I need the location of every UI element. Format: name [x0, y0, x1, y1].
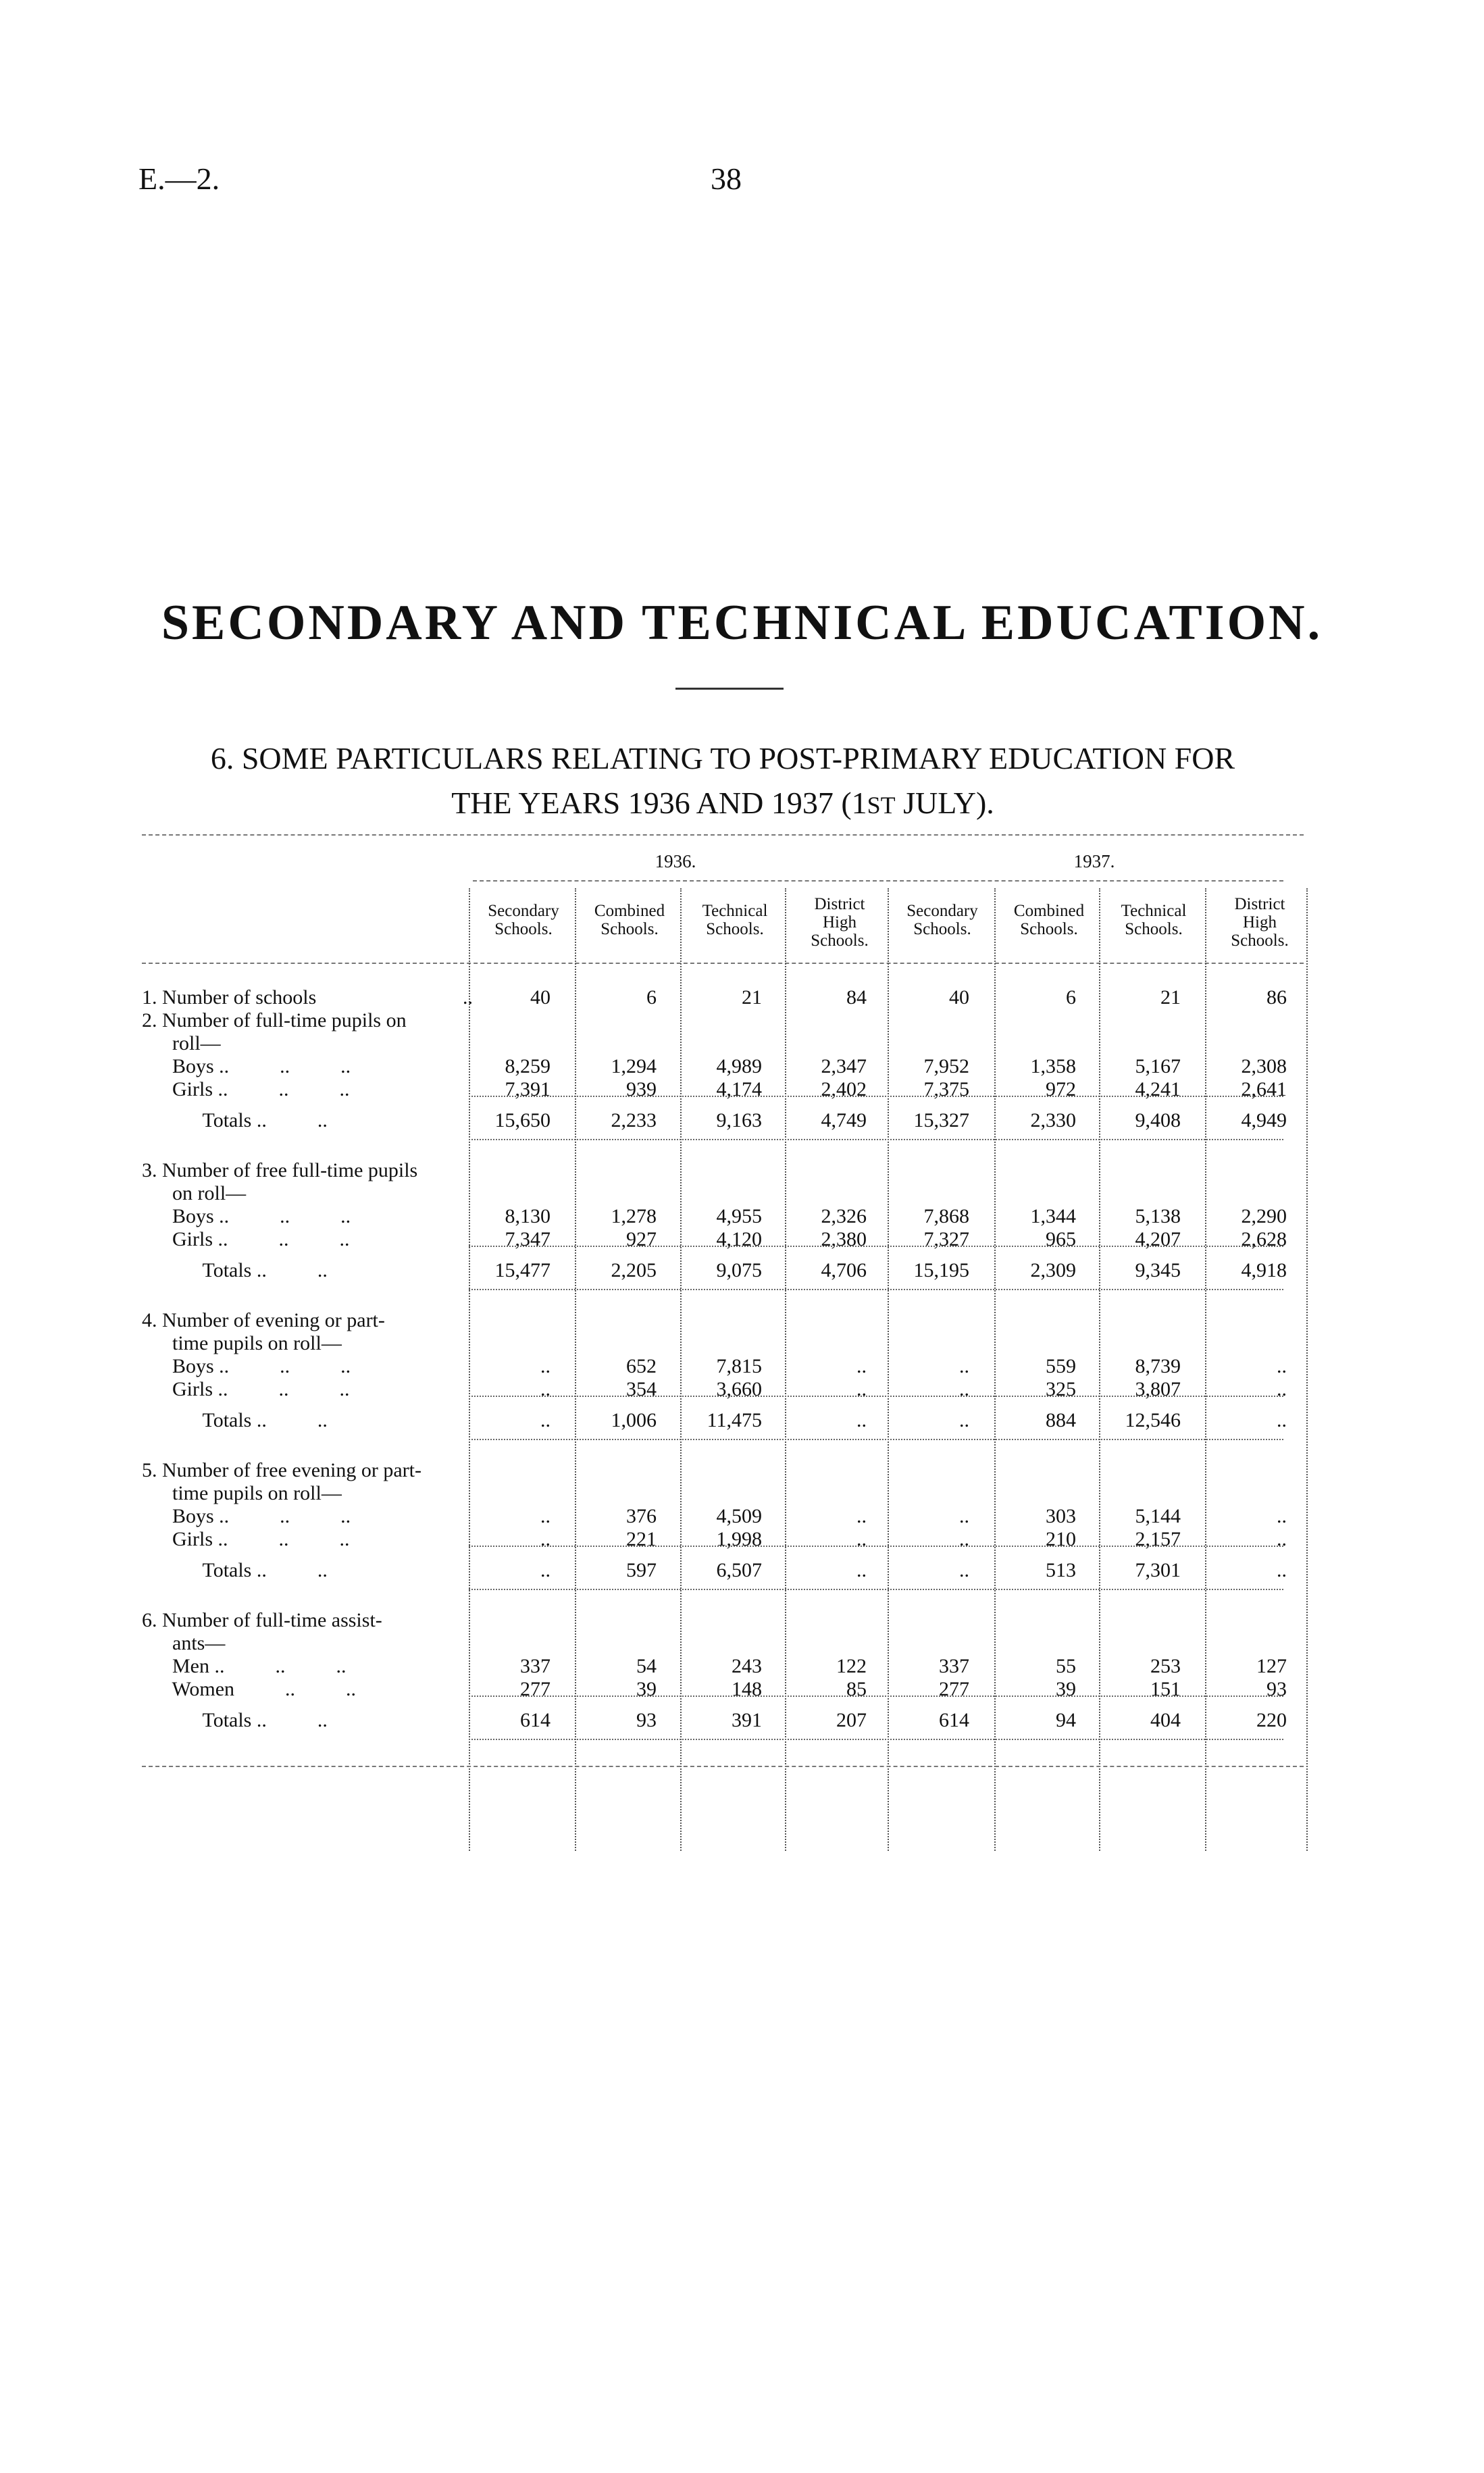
- table-cell: 151: [1150, 1678, 1181, 1700]
- table-cell: 277: [520, 1678, 551, 1700]
- table-cell: 93: [1266, 1678, 1287, 1700]
- row-label: 2. Number of full-time pupils on: [142, 1009, 407, 1031]
- table-cell: 4,241: [1135, 1078, 1181, 1100]
- table-cell: 7,375: [923, 1078, 969, 1100]
- totals-rule: [469, 1546, 1283, 1547]
- table-cell: 376: [626, 1505, 657, 1527]
- table-cell: 8,259: [505, 1055, 551, 1077]
- column-header: Technical Schools.: [702, 902, 768, 938]
- table-cell: 54: [636, 1655, 657, 1677]
- table-cell: ..: [1277, 1528, 1287, 1550]
- table-title: [128, 736, 1317, 827]
- table-row: [142, 1182, 1304, 1205]
- row-label: Boys .. .. ..: [142, 1505, 351, 1527]
- table-cell: 4,174: [716, 1078, 762, 1100]
- totals-bottom-rule: [469, 1289, 1283, 1290]
- row-label: Men .. .. ..: [142, 1655, 347, 1677]
- table-cell: 2,309: [1030, 1259, 1076, 1281]
- table-cell: 7,391: [505, 1078, 551, 1100]
- table-cell: 965: [1046, 1228, 1076, 1250]
- table-cell: ..: [959, 1559, 969, 1581]
- totals-row: [142, 1709, 1304, 1732]
- table-cell: 122: [836, 1655, 867, 1677]
- table-cell: ..: [540, 1378, 551, 1400]
- table-cell: 391: [732, 1709, 762, 1731]
- row-label: Totals .. ..: [142, 1559, 328, 1581]
- totals-row: [142, 1259, 1304, 1282]
- column-header: Secondary Schools.: [906, 902, 978, 938]
- table-row: [142, 1055, 1304, 1078]
- table-cell: 40: [949, 986, 969, 1009]
- table-cell: 2,205: [611, 1259, 657, 1281]
- row-label: Boys .. .. ..: [142, 1205, 351, 1227]
- table-bottom-rule: [142, 1766, 1304, 1767]
- table-row: [142, 1459, 1304, 1482]
- row-label: time pupils on roll—: [142, 1482, 342, 1504]
- table-cell: ..: [1277, 1409, 1287, 1431]
- table-cell: 2,380: [821, 1228, 867, 1250]
- table-cell: 4,918: [1241, 1259, 1287, 1281]
- table-cell: 21: [1160, 986, 1181, 1009]
- table-cell: ..: [959, 1409, 969, 1431]
- table-cell: 2,290: [1241, 1205, 1287, 1227]
- table-cell: 11,475: [707, 1409, 762, 1431]
- table-cell: 4,120: [716, 1228, 762, 1250]
- table-title-line-1: 6. SOME PARTICULARS RELATING TO POST-PRIMARY EDUCATION FOR: [210, 741, 1235, 775]
- table-cell: 614: [939, 1709, 969, 1731]
- column-header: Technical Schools.: [1121, 902, 1187, 938]
- year-sub-rule: [473, 880, 1283, 882]
- row-label: 4. Number of evening or part-: [142, 1309, 385, 1331]
- table-cell: 55: [1056, 1655, 1076, 1677]
- table-row: [142, 1332, 1304, 1355]
- year-label-1936: 1936.: [655, 851, 696, 871]
- table-cell: 243: [732, 1655, 762, 1677]
- table-cell: ..: [540, 1528, 551, 1550]
- table-cell: 4,509: [716, 1505, 762, 1527]
- table-row: [142, 1078, 1304, 1101]
- table-cell: 2,330: [1030, 1109, 1076, 1131]
- table-cell: 15,477: [494, 1259, 551, 1281]
- table-cell: 2,628: [1241, 1228, 1287, 1250]
- table-row: [142, 1205, 1304, 1228]
- table-cell: 2,233: [611, 1109, 657, 1131]
- leader-dots: ..: [463, 986, 473, 1009]
- table-cell: ..: [856, 1528, 867, 1550]
- table-title-line-2b: ST: [867, 792, 896, 819]
- table-cell: 7,301: [1135, 1559, 1181, 1581]
- table-cell: 5,138: [1135, 1205, 1181, 1227]
- table-cell: ..: [540, 1505, 551, 1527]
- totals-rule: [469, 1096, 1283, 1097]
- table-row: [142, 1609, 1304, 1632]
- table-cell: 7,952: [923, 1055, 969, 1077]
- table-cell: 85: [846, 1678, 867, 1700]
- table-cell: 4,207: [1135, 1228, 1181, 1250]
- table-cell: 404: [1150, 1709, 1181, 1731]
- table-cell: 337: [939, 1655, 969, 1677]
- table-cell: 303: [1046, 1505, 1076, 1527]
- table-cell: 207: [836, 1709, 867, 1731]
- table-title-line-2a: THE YEARS 1936 AND 1937 (1: [451, 786, 867, 820]
- table-cell: 5,167: [1135, 1055, 1181, 1077]
- table-cell: 2,326: [821, 1205, 867, 1227]
- table-row: [142, 1228, 1304, 1251]
- totals-rule: [469, 1696, 1283, 1697]
- table-row: [142, 1678, 1304, 1701]
- table-cell: ..: [540, 1355, 551, 1377]
- table-cell: 7,868: [923, 1205, 969, 1227]
- table-cell: 7,815: [716, 1355, 762, 1377]
- column-header: Combined Schools.: [594, 902, 665, 938]
- table-row: [142, 1378, 1304, 1401]
- table-cell: 513: [1046, 1559, 1076, 1581]
- totals-bottom-rule: [469, 1439, 1283, 1440]
- page-title: SECONDARY AND TECHNICAL EDUCATION.: [161, 595, 1323, 651]
- table-cell: 4,749: [821, 1109, 867, 1131]
- row-label: time pupils on roll—: [142, 1332, 342, 1354]
- column-header: Secondary Schools.: [488, 902, 559, 938]
- row-label: Women .. ..: [142, 1678, 357, 1700]
- table-cell: 3,807: [1135, 1378, 1181, 1400]
- table-cell: 597: [626, 1559, 657, 1581]
- table-cell: 84: [846, 986, 867, 1009]
- table-cell: 221: [626, 1528, 657, 1550]
- table-top-rule: [142, 834, 1304, 836]
- table-cell: 4,706: [821, 1259, 867, 1281]
- table-cell: 2,347: [821, 1055, 867, 1077]
- table-row: [142, 986, 1304, 1009]
- table-row: [142, 1355, 1304, 1378]
- table-cell: 148: [732, 1678, 762, 1700]
- column-separator: [1306, 888, 1308, 1851]
- table-cell: 9,345: [1135, 1259, 1181, 1281]
- column-header: District High Schools.: [811, 895, 869, 950]
- table-cell: 5,144: [1135, 1505, 1181, 1527]
- table-cell: 325: [1046, 1378, 1076, 1400]
- table-cell: 93: [636, 1709, 657, 1731]
- title-divider: [675, 688, 784, 690]
- table-row: [142, 1482, 1304, 1505]
- table-cell: 39: [1056, 1678, 1076, 1700]
- table-cell: 7,327: [923, 1228, 969, 1250]
- column-header: District High Schools.: [1231, 895, 1289, 950]
- table-cell: ..: [959, 1378, 969, 1400]
- table-row: [142, 1159, 1304, 1182]
- table-cell: 2,402: [821, 1078, 867, 1100]
- table-cell: 1,294: [611, 1055, 657, 1077]
- year-label-1937: 1937.: [1073, 851, 1115, 871]
- document-reference: E.—2.: [138, 161, 220, 196]
- totals-row: [142, 1409, 1304, 1432]
- table-cell: 21: [742, 986, 762, 1009]
- totals-rule: [469, 1396, 1283, 1397]
- totals-row: [142, 1559, 1304, 1582]
- row-label: 3. Number of free full-time pupils: [142, 1159, 418, 1181]
- table-row: [142, 1505, 1304, 1528]
- table-cell: 39: [636, 1678, 657, 1700]
- table-cell: 277: [939, 1678, 969, 1700]
- table-cell: ..: [1277, 1378, 1287, 1400]
- row-label: roll—: [142, 1032, 221, 1054]
- table-cell: 8,130: [505, 1205, 551, 1227]
- row-label: 6. Number of full-time assist-: [142, 1609, 382, 1631]
- table-row: [142, 1632, 1304, 1655]
- table-cell: 6: [646, 986, 657, 1009]
- table-cell: 4,955: [716, 1205, 762, 1227]
- table-cell: 127: [1256, 1655, 1287, 1677]
- table-title-line-2c: JULY).: [895, 786, 994, 820]
- row-label: Boys .. .. ..: [142, 1055, 351, 1077]
- page-number: 38: [711, 161, 742, 196]
- table-cell: 6: [1066, 986, 1076, 1009]
- table-cell: 2,308: [1241, 1055, 1287, 1077]
- totals-bottom-rule: [469, 1589, 1283, 1590]
- table-cell: ..: [1277, 1559, 1287, 1581]
- table-cell: ..: [1277, 1505, 1287, 1527]
- table-cell: 6,507: [716, 1559, 762, 1581]
- table-cell: 40: [530, 986, 551, 1009]
- table-row: [142, 1309, 1304, 1332]
- table-cell: 1,006: [611, 1409, 657, 1431]
- table-cell: 9,163: [716, 1109, 762, 1131]
- row-label: Girls .. .. ..: [142, 1228, 350, 1250]
- table-cell: 94: [1056, 1709, 1076, 1731]
- table-cell: 972: [1046, 1078, 1076, 1100]
- table-cell: 253: [1150, 1655, 1181, 1677]
- table-cell: ..: [540, 1559, 551, 1581]
- table-cell: 9,408: [1135, 1109, 1181, 1131]
- table-cell: ..: [856, 1505, 867, 1527]
- table-cell: 939: [626, 1078, 657, 1100]
- table-cell: ..: [1277, 1355, 1287, 1377]
- table-cell: 354: [626, 1378, 657, 1400]
- totals-bottom-rule: [469, 1739, 1283, 1740]
- totals-bottom-rule: [469, 1139, 1283, 1140]
- row-label: 1. Number of schools: [142, 986, 317, 1009]
- table-cell: 7,347: [505, 1228, 551, 1250]
- column-header: Combined Schools.: [1013, 902, 1085, 938]
- table-cell: ..: [856, 1559, 867, 1581]
- table-cell: ..: [959, 1355, 969, 1377]
- table-cell: 1,998: [716, 1528, 762, 1550]
- table-cell: ..: [540, 1409, 551, 1431]
- row-label: Totals .. ..: [142, 1709, 328, 1731]
- table-cell: 220: [1256, 1709, 1287, 1731]
- row-label: Girls .. .. ..: [142, 1378, 350, 1400]
- table-cell: 614: [520, 1709, 551, 1731]
- table-cell: 3,660: [716, 1378, 762, 1400]
- row-label: Girls .. .. ..: [142, 1528, 350, 1550]
- row-label: Totals .. ..: [142, 1259, 328, 1281]
- table-cell: 559: [1046, 1355, 1076, 1377]
- table-cell: ..: [856, 1378, 867, 1400]
- row-label: on roll—: [142, 1182, 247, 1204]
- table-cell: 652: [626, 1355, 657, 1377]
- row-label: ants—: [142, 1632, 226, 1654]
- table-cell: 15,195: [913, 1259, 969, 1281]
- row-label: Girls .. .. ..: [142, 1078, 350, 1100]
- table-cell: 15,327: [913, 1109, 969, 1131]
- row-label: Totals .. ..: [142, 1409, 328, 1431]
- table-cell: ..: [959, 1505, 969, 1527]
- table-header-bottom-rule: [142, 963, 1304, 964]
- table-cell: 1,278: [611, 1205, 657, 1227]
- table-row: [142, 1009, 1304, 1032]
- table-title-line-2: [128, 781, 1317, 827]
- table-cell: 884: [1046, 1409, 1076, 1431]
- row-label: Boys .. .. ..: [142, 1355, 351, 1377]
- table-cell: 8,739: [1135, 1355, 1181, 1377]
- table-cell: ..: [959, 1528, 969, 1550]
- table-cell: 337: [520, 1655, 551, 1677]
- table-cell: 210: [1046, 1528, 1076, 1550]
- totals-row: [142, 1109, 1304, 1132]
- table-cell: 1,358: [1030, 1055, 1076, 1077]
- table-cell: 15,650: [494, 1109, 551, 1131]
- table-cell: ..: [856, 1409, 867, 1431]
- table-cell: 4,989: [716, 1055, 762, 1077]
- table-cell: 86: [1266, 986, 1287, 1009]
- table-row: [142, 1032, 1304, 1055]
- table-cell: ..: [856, 1355, 867, 1377]
- row-label: 5. Number of free evening or part-: [142, 1459, 421, 1481]
- table-cell: 2,641: [1241, 1078, 1287, 1100]
- table-row: [142, 1528, 1304, 1551]
- row-label: Totals .. ..: [142, 1109, 328, 1131]
- table-cell: 2,157: [1135, 1528, 1181, 1550]
- table-cell: 9,075: [716, 1259, 762, 1281]
- table-row: [142, 1655, 1304, 1678]
- table-cell: 4,949: [1241, 1109, 1287, 1131]
- totals-rule: [469, 1246, 1283, 1247]
- table-cell: 1,344: [1030, 1205, 1076, 1227]
- table-cell: 12,546: [1125, 1409, 1181, 1431]
- table-cell: 927: [626, 1228, 657, 1250]
